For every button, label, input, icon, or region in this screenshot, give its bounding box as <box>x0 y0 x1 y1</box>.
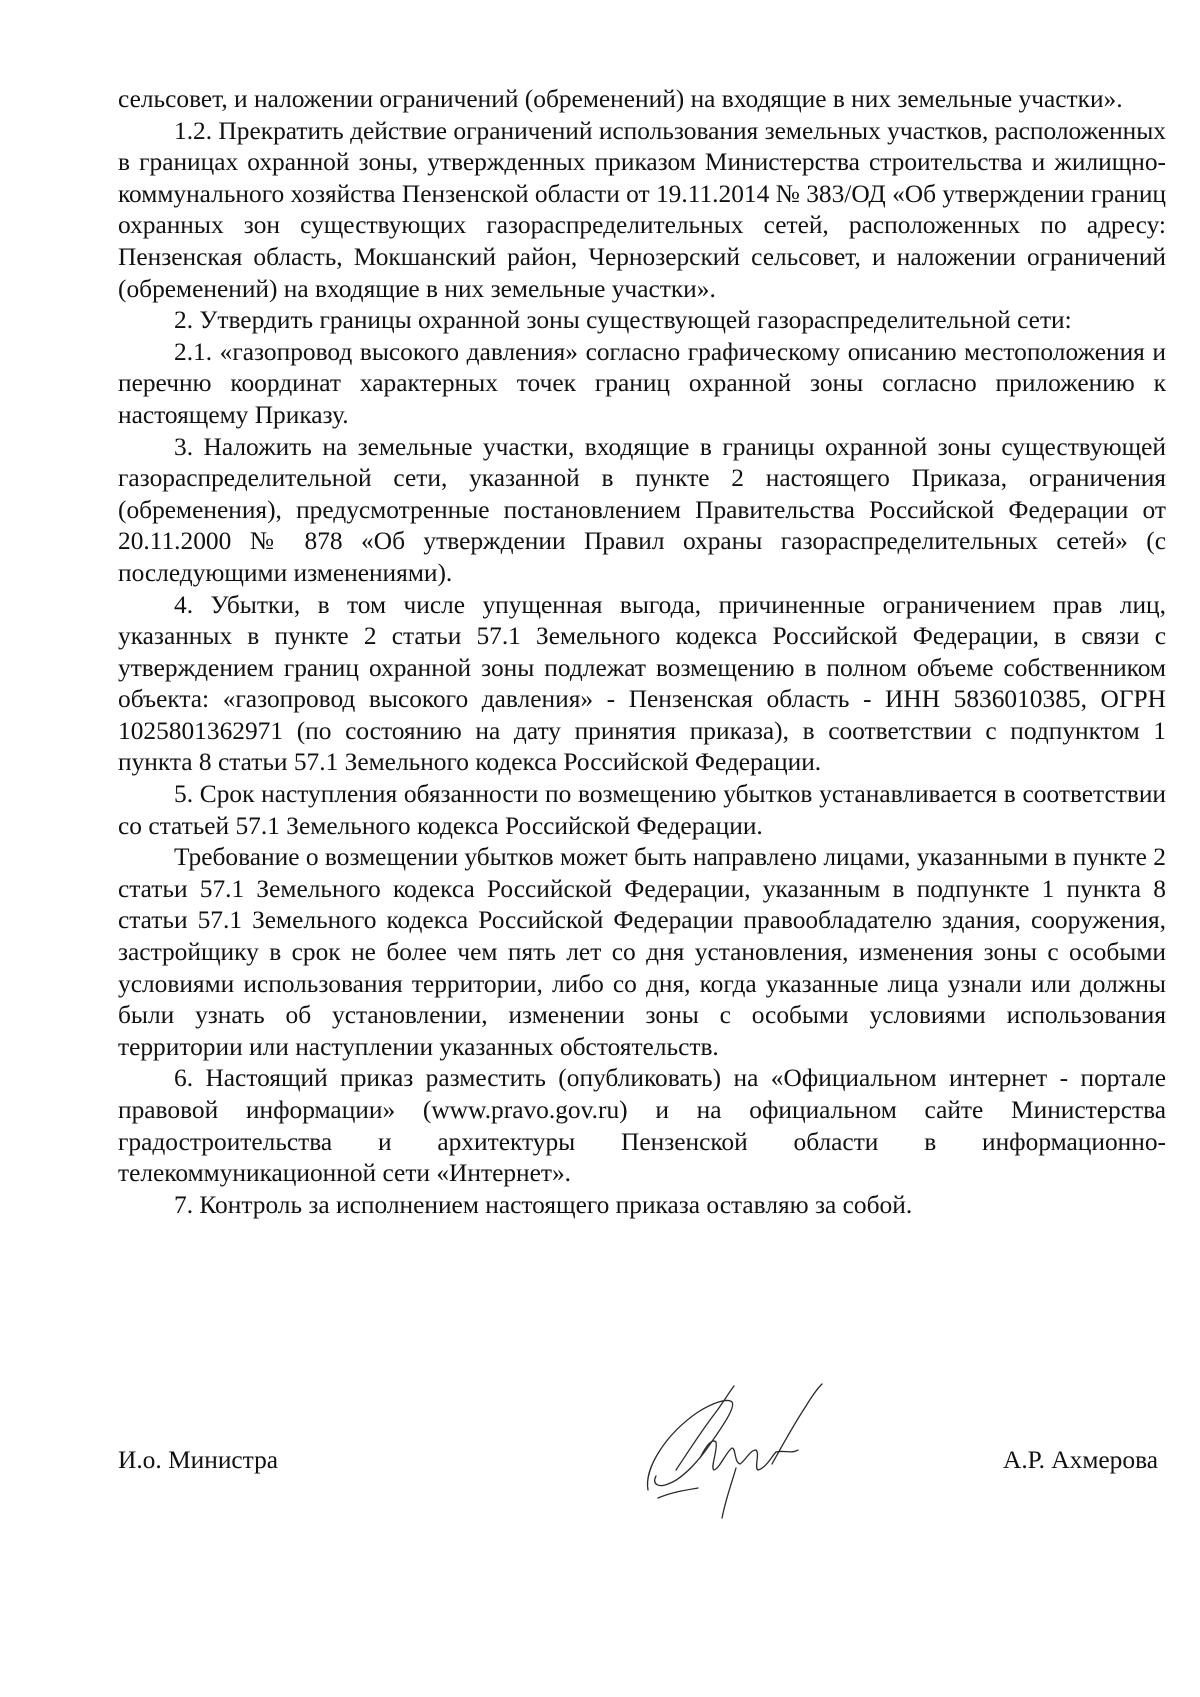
paragraph: 2.1. «газопровод высокого давления» согласно графическому описанию местоположения и перечню координат характерных точек границ охранной зоны согласно приложению к настоящему Приказу. <box>118 337 1166 429</box>
signature-row <box>118 1444 1158 1484</box>
paragraph: 5. Срок наступления обязанности по возмещению убытков устанавливается в соответствии со статьей 57.1 Земельного кодекса Российской Федерации. <box>118 780 1166 840</box>
paragraph: Требование о возмещении убытков может быть направлено лицами, указанными в пункте 2 статьи 57.1 Земельного кодекса Российской Федерации, указанным в подпункте 1 пункта 8 статьи 57.1 Земельного кодекса Российской Федерации правообладателю здания, сооружения, застройщику в срок не более чем пять лет со дня установления, изменения зоны с особыми условиями использования территории, либо со дня, когда указанные лица узнали или должны были узнать об установлении, изменении зоны с особыми условиями использования территории или наступлении указанных обстоятельств. <box>118 843 1166 1061</box>
paragraph: 2. Утвердить границы охранной зоны существующей газораспределительной сети: <box>174 306 1072 335</box>
signer-position: И.о. Министра <box>118 1446 279 1474</box>
paragraph: 6. Настоящий приказ разместить (опубликовать) на «Официальном интернет - портале правовой информации» (www.pravo.gov.ru) и на официальном сайте Министерства градостроительства и архитектуры Пензенской области в информационно-телекоммуникационной сети «Интернет». <box>118 1064 1166 1188</box>
paragraph: 4. Убытки, в том числе упущенная выгода, причиненные ограничением прав лиц, указанных в пункте 2 статьи 57.1 Земельного кодекса Российской Федерации, в связи с утверждением границ охранной зоны подлежат возмещению в полном объеме собственником объекта: «газопровод высокого давления» - Пензенская область - ИНН 5836010385, ОГРН 1025801362971 (по состоянию на дату принятия приказа), в соответствии с подпунктом 1 пункта 8 статьи 57.1 Земельного кодекса Российской Федерации. <box>118 590 1166 777</box>
paragraph: 3. Наложить на земельные участки, входящие в границы охранной зоны существующей газораспределительной сети, указанной в пункте 2 настоящего Приказа, ограничения (обременения), предусмотренные постановлением Правительства Российской Федерации от 20.11.2000 № 878 «Об утверждении Правил охраны газораспределительных сетей» (с последующими изменениями). <box>118 432 1166 587</box>
document-body <box>118 84 1166 1221</box>
paragraph: 7. Контроль за исполнением настоящего приказа оставляю за собой. <box>174 1190 913 1219</box>
paragraph: 1.2. Прекратить действие ограничений использования земельных участков, расположенных в границах охранной зоны, утвержденных приказом Министерства строительства и жилищно-коммунального хозяйства Пензенской области от 19.11.2014 № 383/ОД «Об утверждении границ охранных зон существующих газораспределительных сетей, расположенных по адресу: Пензенская область, Мокшанский район, Чернозерский сельсовет, и наложении ограничений (обременений) на входящие в них земельные участки». <box>118 116 1167 303</box>
signer-name: А.Р. Ахмерова <box>1002 1446 1158 1474</box>
paragraph: сельсовет, и наложении ограничений (обременений) на входящие в них земельные участки». <box>118 85 1123 113</box>
